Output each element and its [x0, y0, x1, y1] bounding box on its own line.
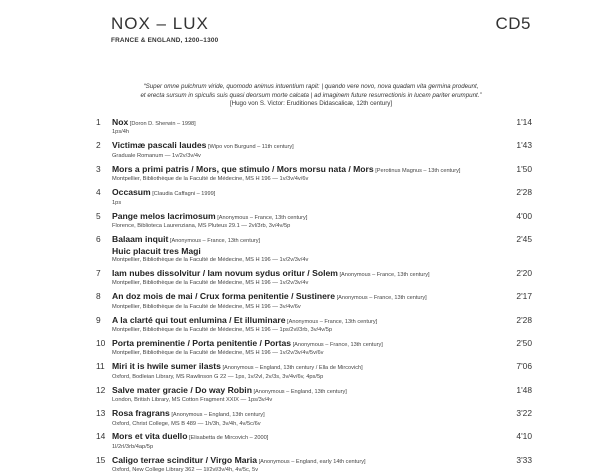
track-source: Montpellier, Bibliothèque de la Faculté de Médecine, MS H 196 — 3v/4v/6v — [112, 303, 301, 310]
track-source: Montpellier, Bibliothèque de la Faculté de Médecine, MS H 196 — 1v/2v/3v/4v — [112, 256, 309, 263]
track-duration: 2'50 — [516, 337, 532, 348]
epigraph-line-2: et erecta sursum in spiculis suis quasi deorsum morte calcata | ad imaginem future resurrectionis in lucem pariter erumpunt.” — [140, 91, 482, 99]
track-credit: [Wipo von Burgund – 11th century] — [206, 144, 294, 151]
track-source: Montpellier, Bibliothèque de la Faculté de Médecine, MS H 196 — 1v/2v/3v/4v — [112, 280, 309, 287]
track-number: 15 — [96, 454, 106, 465]
track-source: 1ps/4h — [112, 129, 130, 136]
track-source: Florence, Biblioteca Laurenziana, MS Pluteus 29.1 — 2vl/3rb, 3v/4v/5p — [112, 222, 291, 229]
track-credit: [Anonymous – France, 13th century] — [285, 318, 378, 325]
track-title: A la clarté qui tout enlumina / Et illuminare — [112, 314, 286, 325]
track-credit: [Anonymous – France, 13th century] — [335, 295, 427, 302]
track-duration: 1'50 — [516, 163, 532, 174]
track-row — [96, 211, 532, 231]
track-number: 1 — [96, 117, 101, 127]
track-credit: [Doron D. Sherwin – 1998] — [128, 121, 196, 127]
track-duration: 2'45 — [516, 233, 532, 244]
track-row — [96, 338, 532, 358]
track-source: Oxford, Christ College, MS B 489 — 1h/3h, 3v/4h, 4v/5c/6v — [112, 420, 261, 427]
disc-number: CD5 — [495, 14, 531, 33]
track-row — [96, 431, 532, 451]
track-number: 14 — [96, 431, 106, 442]
track-row — [96, 455, 532, 475]
album-subtitle: FRANCE & ENGLAND, 1200–1300 — [111, 37, 219, 44]
track-duration: 2'17 — [516, 291, 532, 302]
track-credit: [Anonymous – England, 13th century] — [251, 388, 347, 395]
track-duration: 3'22 — [516, 408, 532, 419]
track-title: Huic placuit tres Magi — [112, 246, 201, 257]
track-duration: 1'48 — [516, 384, 532, 395]
track-number: 4 — [96, 187, 101, 198]
track-source: Montpellier, Bibliothèque de la Faculté de Médecine, MS H 196 — 1ps/2vl/3rb, 3v/4v/5p — [112, 326, 333, 333]
track-credit: [Anonymous – France, 13th century] — [168, 237, 261, 244]
track-duration: 2'28 — [516, 187, 532, 198]
track-row — [96, 164, 532, 184]
track-number: 7 — [96, 267, 101, 278]
track-row — [96, 408, 532, 428]
track-row — [96, 268, 532, 288]
track-number: 13 — [96, 408, 106, 419]
track-title: Occasum — [112, 187, 151, 198]
track-source: 1ps — [112, 199, 122, 206]
track-row — [96, 117, 532, 137]
track-row — [96, 234, 532, 265]
track-title: Mors a primi patris / Mors, que stimulo / Mors morsu nata / Mors — [112, 163, 374, 174]
track-row — [96, 291, 532, 311]
track-credit: [Anonymous – England, 13th century / Ella de Mircovich] — [220, 365, 363, 372]
track-source: London, British Library, MS Cotton Fragment XXIX — 1ps/3v/4v — [112, 397, 273, 404]
track-number: 12 — [96, 384, 106, 395]
track-credit: [Perotinus Magnus – 13th century] — [373, 167, 461, 174]
track-row — [96, 140, 532, 160]
track-source: Oxford, New College Library 362 — 1l/2vl/3v/4h, 4v/5c, 5v — [112, 467, 259, 474]
track-title: Iam nubes dissolvitur / Iam novum sydus oritur / Solem — [112, 267, 338, 278]
track-number: 11 — [96, 361, 105, 372]
track-source: Oxford, Bodleian Library, MS Rawlinson G 22 — 1ps, 1v/2vl, 2v/3s, 3v/4v/6v, 4ps/5p — [112, 373, 324, 380]
track-title: Balaam inquit — [112, 233, 169, 244]
track-source: Montpellier, Bibliothèque de la Faculté de Médecine, MS H 196 — 1v/2v/3v/4v/5v/6v — [112, 350, 324, 357]
track-duration: 2'20 — [516, 267, 532, 278]
track-duration: 2'28 — [516, 314, 532, 325]
track-number: 8 — [96, 291, 101, 302]
track-row — [96, 385, 532, 405]
track-row — [96, 187, 532, 207]
track-title: Victimæ pascali laudes — [112, 140, 207, 151]
track-duration: 4'10 — [516, 431, 532, 442]
album-title: NOX – LUX — [111, 14, 209, 33]
track-number: 10 — [96, 337, 106, 348]
track-row — [96, 361, 532, 381]
track-credit: [Claudia Caffagni – 1999] — [150, 191, 216, 198]
track-credit: [Anonymous – England, 13th century] — [169, 412, 265, 419]
track-title: Miri it is hwile sumer ilasts — [112, 361, 221, 372]
track-number: 5 — [96, 210, 101, 221]
track-title: Rosa fragrans — [112, 408, 170, 419]
track-source: Montpellier, Bibliothèque de la Faculté de Médecine, MS H 196 — 1v/3v/4v/6v — [112, 176, 309, 183]
epigraph-source: [Hugo von S. Victor: Eruditiones Didascalicæ, 12th century] — [229, 100, 393, 108]
track-credit: [Anonymous – France, 13th century] — [215, 214, 308, 221]
track-source: Graduale Romanum — 1v/2v/3v/4v — [112, 152, 201, 159]
track-credit: [Anonymous – France, 13th century] — [291, 341, 383, 348]
track-list — [96, 117, 532, 475]
track-credit: [Anonymous – France, 13th century] — [337, 271, 430, 278]
track-number: 2 — [96, 140, 101, 151]
track-duration: 7'06 — [516, 361, 532, 372]
track-duration: 1'43 — [516, 140, 532, 151]
track-title: Pange melos lacrimosum — [112, 210, 216, 221]
track-title: Nox — [112, 117, 129, 127]
track-duration: 4'00 — [516, 210, 532, 221]
track-duration: 1'14 — [516, 117, 532, 127]
track-number: 3 — [96, 163, 101, 174]
track-row — [96, 315, 532, 335]
track-title: Porta preminentie / Porta penitentie / Portas — [112, 337, 292, 348]
track-credit: [Anonymous – England, early 14th century] — [257, 458, 366, 465]
track-credit: [Elisabetta de Mircovich – 2000] — [187, 435, 269, 442]
track-title: An doz mois de mai / Crux forma penitentie / Sustinere — [112, 291, 336, 302]
track-duration: 3'33 — [516, 454, 532, 465]
track-title: Mors et vita duello — [112, 431, 188, 442]
track-source: 1l/2rl/3rb/4ap/5p — [112, 443, 154, 450]
epigraph — [88, 83, 534, 109]
track-number: 9 — [96, 314, 101, 325]
track-title: Caligo terrae scinditur / Virgo Maria — [112, 454, 258, 465]
track-number: 6 — [96, 233, 101, 244]
epigraph-line-1: “Super omne pulchrum viride, quomodo animus intuentium rapit: | quando vere novo, nova quadam vita germina prodeunt, — [143, 83, 479, 90]
track-title: Salve mater gracie / Do way Robin — [112, 384, 252, 395]
